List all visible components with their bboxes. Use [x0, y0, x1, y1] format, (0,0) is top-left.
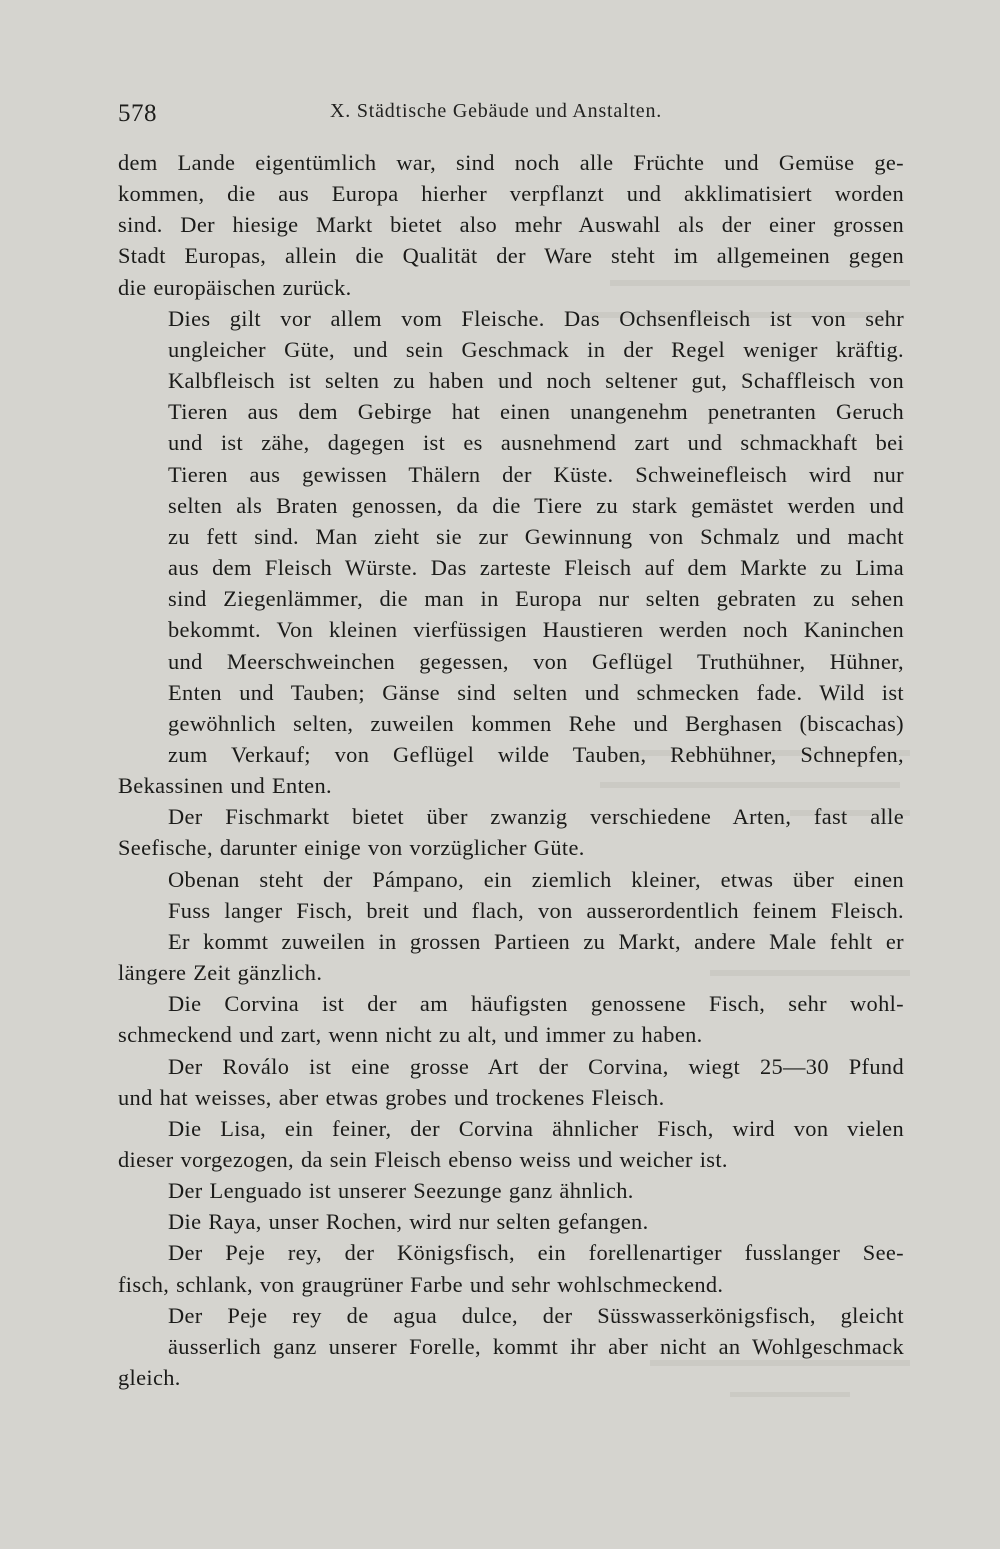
text-line: ungleicher Güte, und sein Geschmack in der Regel weniger kräftig.	[168, 336, 904, 362]
text-line: Er kommt zuweilen in grossen Partieen zu Markt, andere Male fehlt er	[168, 928, 904, 954]
paragraph-end	[118, 272, 904, 303]
text-line: Der Roválo ist eine grosse Art der Corvina, wiegt 25—30 Pfund	[168, 1053, 904, 1079]
running-head: X. Städtische Gebäude und Anstalten.	[330, 100, 663, 122]
body-text	[118, 147, 904, 1393]
paragraph-peje-rey	[118, 1237, 904, 1268]
text-line: Obenan steht der Pámpano, ein ziemlich kleiner, etwas über einen	[168, 866, 904, 892]
paragraph-raya	[118, 1206, 904, 1237]
text-line: kommen, die aus Europa hierher verpflanzt und akklimatisiert worden	[118, 181, 904, 207]
text-line: und ist zähe, dagegen ist es ausnehmend zart und schmackhaft bei	[168, 430, 904, 456]
text-line: gewöhnlich selten, zuweilen kommen Rehe und Berghasen (biscachas)	[168, 710, 904, 736]
text-line: Stadt Europas, allein die Qualität der Ware steht im allgemeinen gegen	[118, 243, 904, 269]
paragraph-end	[118, 957, 904, 988]
text-line: äusserlich ganz unserer Forelle, kommt ihr aber nicht an Wohlgeschmack	[168, 1333, 904, 1359]
text-line: dem Lande eigentümlich war, sind noch alle Früchte und Gemüse ge-	[118, 150, 904, 175]
text-line: Bekassinen und Enten.	[118, 773, 332, 799]
text-line: und hat weisses, aber etwas grobes und trockenes Fleisch.	[118, 1084, 665, 1110]
text-line: zu fett sind. Man zieht sie zur Gewinnung von Schmalz und macht	[168, 523, 904, 549]
text-line: gleich.	[118, 1365, 181, 1391]
text-line: Die Lisa, ein feiner, der Corvina ähnlicher Fisch, wird von vielen	[168, 1115, 904, 1141]
paragraph-end	[118, 1144, 904, 1175]
text-line: Der Peje rey, der Königsfisch, ein forellenartiger fusslanger See-	[168, 1240, 904, 1266]
text-line: Tieren aus dem Gebirge hat einen unangenehm penetranten Geruch	[168, 399, 904, 425]
paragraph-continued	[118, 147, 904, 272]
paragraph-rovalo	[118, 1051, 904, 1082]
paragraph-meat	[118, 303, 904, 770]
text-line: Seefische, darunter einige von vorzüglicher Güte.	[118, 835, 585, 861]
text-line: Die Corvina ist der am häufigsten genossene Fisch, sehr wohl-	[168, 991, 904, 1017]
text-line: Dies gilt vor allem vom Fleische. Das Ochsenfleisch ist von sehr	[168, 305, 904, 331]
paragraph-fish-market	[118, 801, 904, 832]
text-line: Fuss langer Fisch, breit und flach, von ausserordentlich feinem Fleisch.	[168, 897, 904, 923]
text-line: zum Verkauf; von Geflügel wilde Tauben, Rebhühner, Schnepfen,	[168, 741, 904, 767]
paragraph-lisa	[118, 1113, 904, 1144]
paragraph-pampano	[118, 864, 904, 957]
paragraph-corvina	[118, 988, 904, 1019]
text-line: aus dem Fleisch Würste. Das zarteste Fleisch auf dem Markte zu Lima	[168, 555, 904, 581]
text-line: Der Lenguado ist unserer Seezunge ganz ähnlich.	[168, 1178, 634, 1204]
paragraph-lenguado	[118, 1175, 904, 1206]
page-number: 578	[118, 100, 157, 127]
page-header	[118, 96, 698, 136]
text-line: Der Peje rey de agua dulce, der Süsswasserkönigsfisch, gleicht	[168, 1302, 904, 1328]
paragraph-end	[118, 1269, 904, 1300]
paragraph-end	[118, 1019, 904, 1050]
paragraph-end	[118, 770, 904, 801]
text-line: Der Fischmarkt bietet über zwanzig verschiedene Arten, fast alle	[168, 804, 904, 830]
text-line: die europäischen zurück.	[118, 274, 352, 300]
text-line: dieser vorgezogen, da sein Fleisch ebenso weiss und weicher ist.	[118, 1147, 728, 1172]
text-line: sind. Der hiesige Markt bietet also mehr Auswahl als der einer grossen	[118, 212, 904, 238]
paragraph-end	[118, 1082, 904, 1113]
paragraph-peje-rey-agua-dulce	[118, 1300, 904, 1362]
text-line: schmeckend und zart, wenn nicht zu alt, und immer zu haben.	[118, 1022, 703, 1048]
text-line: Kalbfleisch ist selten zu haben und noch seltener gut, Schaffleisch von	[168, 368, 904, 394]
paragraph-end	[118, 832, 904, 863]
text-line: selten als Braten genossen, da die Tiere zu stark gemästet werden und	[168, 492, 904, 518]
text-line: Tieren aus gewissen Thälern der Küste. Schweinefleisch wird nur	[168, 461, 904, 487]
text-line: Enten und Tauben; Gänse sind selten und schmecken fade. Wild ist	[168, 679, 904, 705]
paragraph-end	[118, 1362, 904, 1393]
text-line: Die Raya, unser Rochen, wird nur selten gefangen.	[168, 1209, 649, 1235]
text-line: bekommt. Von kleinen vierfüssigen Haustieren werden noch Kaninchen	[168, 617, 904, 643]
text-line: sind Ziegenlämmer, die man in Europa nur selten gebraten zu sehen	[168, 586, 904, 612]
text-line: fisch, schlank, von graugrüner Farbe und sehr wohlschmeckend.	[118, 1271, 724, 1297]
text-line: und Meerschweinchen gegessen, von Geflügel Truthühner, Hühner,	[168, 648, 904, 674]
text-line: längere Zeit gänzlich.	[118, 960, 323, 986]
